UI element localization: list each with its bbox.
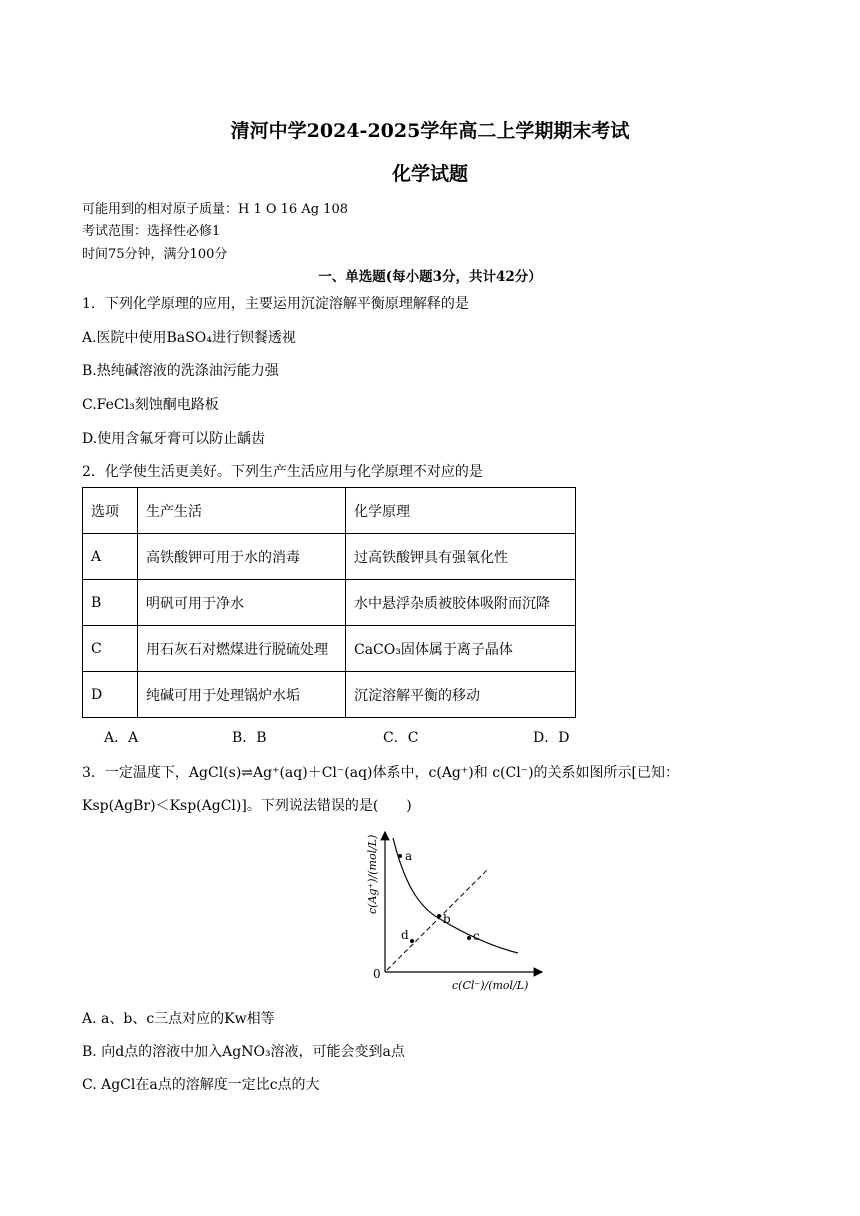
q1-option-d: D.使用含氟牙膏可以防止龋齿 [82,431,266,447]
exam-time: 时间75分钟，满分100分 [82,247,228,262]
atomic-mass-note: 可能用到的相对原子质量：H 1 O 16 Ag 108 [82,202,348,217]
header-cell: 生产生活 [138,488,346,534]
point-c-label: c [473,929,480,943]
table-cell: 高铁酸钾可用于水的消毒 [138,534,346,580]
header-cell: 化学原理 [346,488,576,534]
q2-choice-c: C．C [383,730,419,746]
table-cell: 明矾可用于净水 [138,580,346,626]
q2-choice-b: B．B [232,730,267,746]
header-cell: 选项 [83,488,138,534]
table-cell: C [83,626,138,672]
q3-graph [360,826,550,996]
table-cell: 水中悬浮杂质被胶体吸附而沉降 [346,580,576,626]
q1-stem: 1．下列化学原理的应用，主要运用沉淀溶解平衡原理解释的是 [82,296,469,312]
table-row [83,672,576,718]
q3-stem-line1: 3．一定温度下，AgCl(s)⇌Ag⁺(aq)＋Cl⁻(aq)体系中，c(Ag⁺)和 c(Cl⁻)的关系如图所示[已知： [82,765,679,781]
q2-choice-a: A．A [104,730,139,746]
origin-label: 0 [373,967,381,981]
exam-subtitle: 化学试题 [391,163,468,185]
q1-option-a: A.医院中使用BaSO₄进行钡餐透视 [82,330,296,346]
table-row [83,626,576,672]
q2-choices [0,727,860,747]
x-axis-label: c(Cl⁻)/(mol/L) [452,979,529,992]
table-cell: 沉淀溶解平衡的移动 [346,672,576,718]
y-axis-label: c(Ag⁺)/(mol/L) [366,834,379,914]
point-c [467,936,471,940]
q2-choice-d: D．D [533,730,570,746]
point-a [398,854,402,858]
table-row [83,534,576,580]
q3-option-c: C. AgCl在a点的溶解度一定比c点的大 [82,1077,320,1093]
table-cell: B [83,580,138,626]
point-d [410,939,414,943]
point-b [437,914,441,918]
table-cell: 用石灰石对燃煤进行脱硫处理 [138,626,346,672]
q3-option-b: B. 向d点的溶液中加入AgNO₃溶液，可能会变到a点 [82,1044,405,1060]
q3-option-a: A. a、b、c三点对应的Kw相等 [82,1011,275,1027]
section-title: 一、单选题(每小题3分，共计42分） [318,269,542,285]
q2-table [82,487,576,718]
q1-option-b: B.热纯碱溶液的洗涤油污能力强 [82,363,279,379]
point-a-label: a [405,849,413,863]
table-cell: D [83,672,138,718]
q2-stem: 2．化学使生活更美好。下列生产生活应用与化学原理不对应的是 [82,464,483,480]
q1-option-c: C.FeCl₃刻蚀酮电路板 [82,397,219,413]
point-b-label: b [443,912,451,926]
table-cell: 纯碱可用于处理锅炉水垢 [138,672,346,718]
point-d-label: d [401,928,409,942]
table-cell: A [83,534,138,580]
exam-title: 清河中学2024-2025学年高二上学期期末考试 [230,120,630,142]
table-row [83,580,576,626]
dashed-line [387,869,488,970]
q3-stem-line2: Ksp(AgBr)＜Ksp(AgCl)]。下列说法错误的是( ) [82,798,412,814]
table-cell: 过高铁酸钾具有强氧化性 [346,534,576,580]
exam-scope: 考试范围：选择性必修1 [82,224,221,239]
table-cell: CaCO₃固体属于离子晶体 [346,626,576,672]
table-header-row [83,488,576,534]
